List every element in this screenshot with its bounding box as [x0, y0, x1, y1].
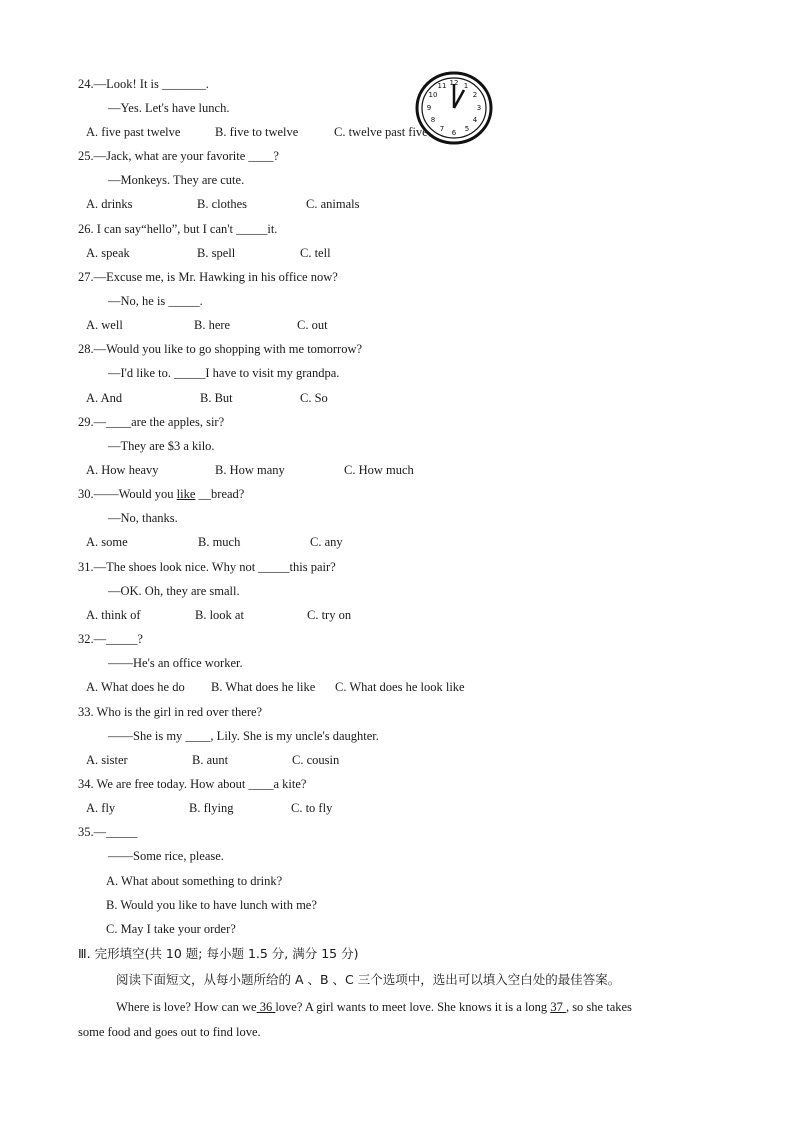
- question-30-option-b: B. much: [198, 535, 241, 549]
- question-32-stem: 32.—_____?: [78, 632, 143, 646]
- question-34-option-a: A. fly: [86, 801, 116, 815]
- question-35-option-c: C. May I take your order?: [106, 922, 236, 936]
- question-32-option-c: C. What does he look like: [335, 680, 465, 694]
- svg-text:2: 2: [472, 91, 478, 99]
- svg-text:6: 6: [451, 129, 457, 137]
- question-33-stem: 33. Who is the girl in red over there?: [78, 705, 263, 719]
- question-30-option-c: C. any: [310, 535, 343, 549]
- passage-line-2: some food and goes out to find love.: [78, 1025, 261, 1039]
- question-33-reply: ——She is my ____, Lily. She is my uncle's daughter.: [108, 729, 379, 743]
- question-26-stem: 26. I can say“hello”, but I can't _____it.: [78, 222, 278, 236]
- question-30-stem-end: __bread?: [195, 487, 245, 501]
- question-30-option-a: A. some: [86, 535, 128, 549]
- passage-line-1-end: , so she takes: [565, 1000, 632, 1014]
- question-28-option-a: A. And: [86, 391, 123, 405]
- svg-text:10: 10: [428, 91, 438, 99]
- blank-36: 36: [256, 1000, 276, 1014]
- question-35-reply: ——Some rice, please.: [108, 849, 224, 863]
- question-25-option-c: C. animals: [306, 197, 360, 211]
- svg-text:5: 5: [464, 125, 470, 133]
- blank-37: 37: [550, 1000, 566, 1014]
- svg-text:8: 8: [430, 116, 436, 124]
- svg-text:3: 3: [476, 104, 482, 112]
- question-24-option-a: A. five past twelve: [86, 125, 181, 139]
- question-34-stem: 34. We are free today. How about ____a kite?: [78, 777, 307, 791]
- question-32-option-a: A. What does he do: [86, 680, 185, 694]
- question-27-reply: —No, he is _____.: [108, 294, 203, 308]
- question-24-reply: —Yes. Let's have lunch.: [108, 101, 230, 115]
- question-25-option-a: A. drinks: [86, 197, 133, 211]
- svg-text:11: 11: [437, 82, 447, 90]
- question-29-option-c: C. How much: [344, 463, 414, 477]
- question-24-stem: 24.—Look! It is _______.: [78, 77, 209, 91]
- question-34-option-c: C. to fly: [291, 801, 333, 815]
- section-3-heading: Ⅲ. 完形填空(共 10 题; 每小题 1.5 分, 满分 15 分): [78, 946, 359, 961]
- question-25-stem: 25.—Jack, what are your favorite ____?: [78, 149, 279, 163]
- section-3-instruction: 阅读下面短文，从每小题所给的 A 、B 、C 三个选项中，选出可以填入空白处的最佳答案。: [116, 972, 621, 987]
- question-35-option-b: B. Would you like to have lunch with me?: [106, 898, 317, 912]
- passage-line-1-start: Where is love? How can we: [116, 1000, 257, 1014]
- question-31-stem: 31.—The shoes look nice. Why not _____this pair?: [78, 560, 336, 574]
- question-31-option-c: C. try on: [307, 608, 352, 622]
- question-30-reply: —No, thanks.: [108, 511, 178, 525]
- question-33-option-c: C. cousin: [292, 753, 340, 767]
- question-30-stem: [78, 486, 244, 502]
- question-29-option-b: B. How many: [215, 463, 285, 477]
- question-27-option-b: B. here: [194, 318, 231, 332]
- question-33-option-b: B. aunt: [192, 753, 229, 767]
- question-31-option-a: A. think of: [86, 608, 141, 622]
- question-26-option-b: B. spell: [197, 246, 236, 260]
- question-27-option-a: A. well: [86, 318, 123, 332]
- question-28-stem: 28.—Would you like to go shopping with me tomorrow?: [78, 342, 363, 356]
- question-33-option-a: A. sister: [86, 753, 128, 767]
- question-25-option-b: B. clothes: [197, 197, 247, 211]
- question-24-option-c: C. twelve past five: [334, 125, 428, 139]
- svg-text:7: 7: [439, 125, 445, 133]
- question-35-stem: 35.—_____: [78, 825, 138, 839]
- passage-line-1: [116, 999, 632, 1015]
- passage-line-1-middle: love? A girl wants to meet love. She knows it is a long: [275, 1000, 551, 1014]
- svg-text:1: 1: [463, 82, 469, 90]
- question-28-option-b: B. But: [200, 391, 233, 405]
- question-28-option-c: C. So: [300, 391, 328, 405]
- question-29-stem: 29.—____are the apples, sir?: [78, 415, 225, 429]
- svg-text:9: 9: [426, 104, 432, 112]
- svg-text:12: 12: [449, 79, 459, 87]
- question-34-option-b: B. flying: [189, 801, 234, 815]
- question-32-reply: ——He's an office worker.: [108, 656, 243, 670]
- question-27-option-c: C. out: [297, 318, 328, 332]
- question-30-underlined-word: like: [176, 487, 196, 501]
- question-25-reply: —Monkeys. They are cute.: [108, 173, 245, 187]
- question-27-stem: 27.—Excuse me, is Mr. Hawking in his office now?: [78, 270, 338, 284]
- question-30-stem-start: 30.——Would you: [78, 487, 177, 501]
- question-32-option-b: B. What does he like: [211, 680, 316, 694]
- question-31-reply: —OK. Oh, they are small.: [108, 584, 240, 598]
- question-31-option-b: B. look at: [195, 608, 244, 622]
- question-24-option-b: B. five to twelve: [215, 125, 299, 139]
- question-35-option-a: A. What about something to drink?: [106, 874, 283, 888]
- question-29-reply: —They are $3 a kilo.: [108, 439, 215, 453]
- question-26-option-a: A. speak: [86, 246, 130, 260]
- question-28-reply: —I'd like to. _____I have to visit my grandpa.: [108, 366, 340, 380]
- svg-text:4: 4: [472, 116, 478, 124]
- question-29-option-a: A. How heavy: [86, 463, 159, 477]
- question-26-option-c: C. tell: [300, 246, 331, 260]
